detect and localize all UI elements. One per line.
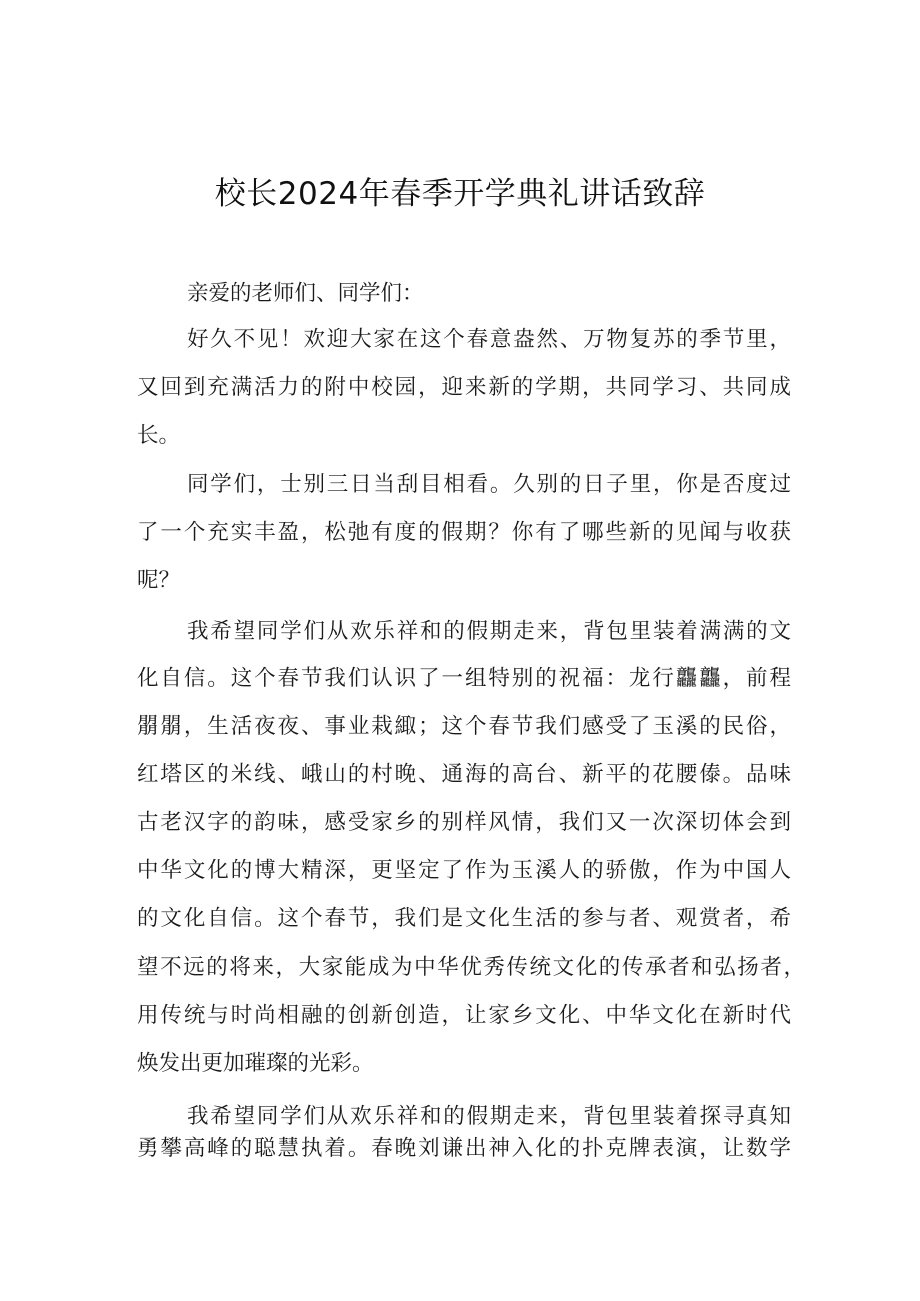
body-line: 化自信。这个春节我们认识了一组特别的祝福：龙行龘龘，前程	[137, 666, 791, 691]
body-line: 勇攀高峰的聪慧执着。春晚刘谦出神入化的扑克牌表演，让数学	[137, 1136, 791, 1161]
body-line: 我希望同学们从欢乐祥和的假期走来，背包里装着满满的文	[187, 619, 791, 644]
body-line: 用传统与时尚相融的创新创造，让家乡文化、中华文化在新时代	[137, 1003, 791, 1028]
body-line: 好久不见！欢迎大家在这个春意盎然、万物复苏的季节里，	[187, 327, 791, 352]
body-line: 中华文化的博大精深，更坚定了作为玉溪人的骄傲，作为中国人	[137, 858, 791, 883]
body-line: 了一个充实丰盈，松弛有度的假期？你有了哪些新的见闻与收获	[137, 520, 791, 545]
body-line: 长。	[137, 423, 181, 448]
body-line: 又回到充满活力的附中校园，迎来新的学期，共同学习、共同成	[137, 375, 791, 400]
body-line: 红塔区的米线、峨山的村晚、通海的高台、新平的花腰傣。品味	[137, 762, 791, 787]
body-line: 我希望同学们从欢乐祥和的假期走来，背包里装着探寻真知	[187, 1104, 791, 1129]
salutation-line: 亲爱的老师们、同学们：	[187, 281, 424, 306]
body-line: 呢？	[137, 568, 181, 593]
body-line: 同学们，士别三日当刮目相看。久别的日子里，你是否度过	[187, 472, 791, 497]
body-line: 古老汉字的韵味，感受家乡的别样风情，我们又一次深切体会到	[137, 810, 791, 835]
body-line: 焕发出更加璀璨的光彩。	[137, 1051, 374, 1076]
body-line: 的文化自信。这个春节，我们是文化生活的参与者、观赏者，希	[137, 906, 791, 931]
body-line: 望不远的将来，大家能成为中华优秀传统文化的传承者和弘扬者，	[137, 955, 805, 980]
body-line: 朤朤，生活夜夜、事业栽緅；这个春节我们感受了玉溪的民俗，	[137, 714, 791, 739]
document-title: 校长2024年春季开学典礼讲话致辞	[214, 176, 706, 212]
